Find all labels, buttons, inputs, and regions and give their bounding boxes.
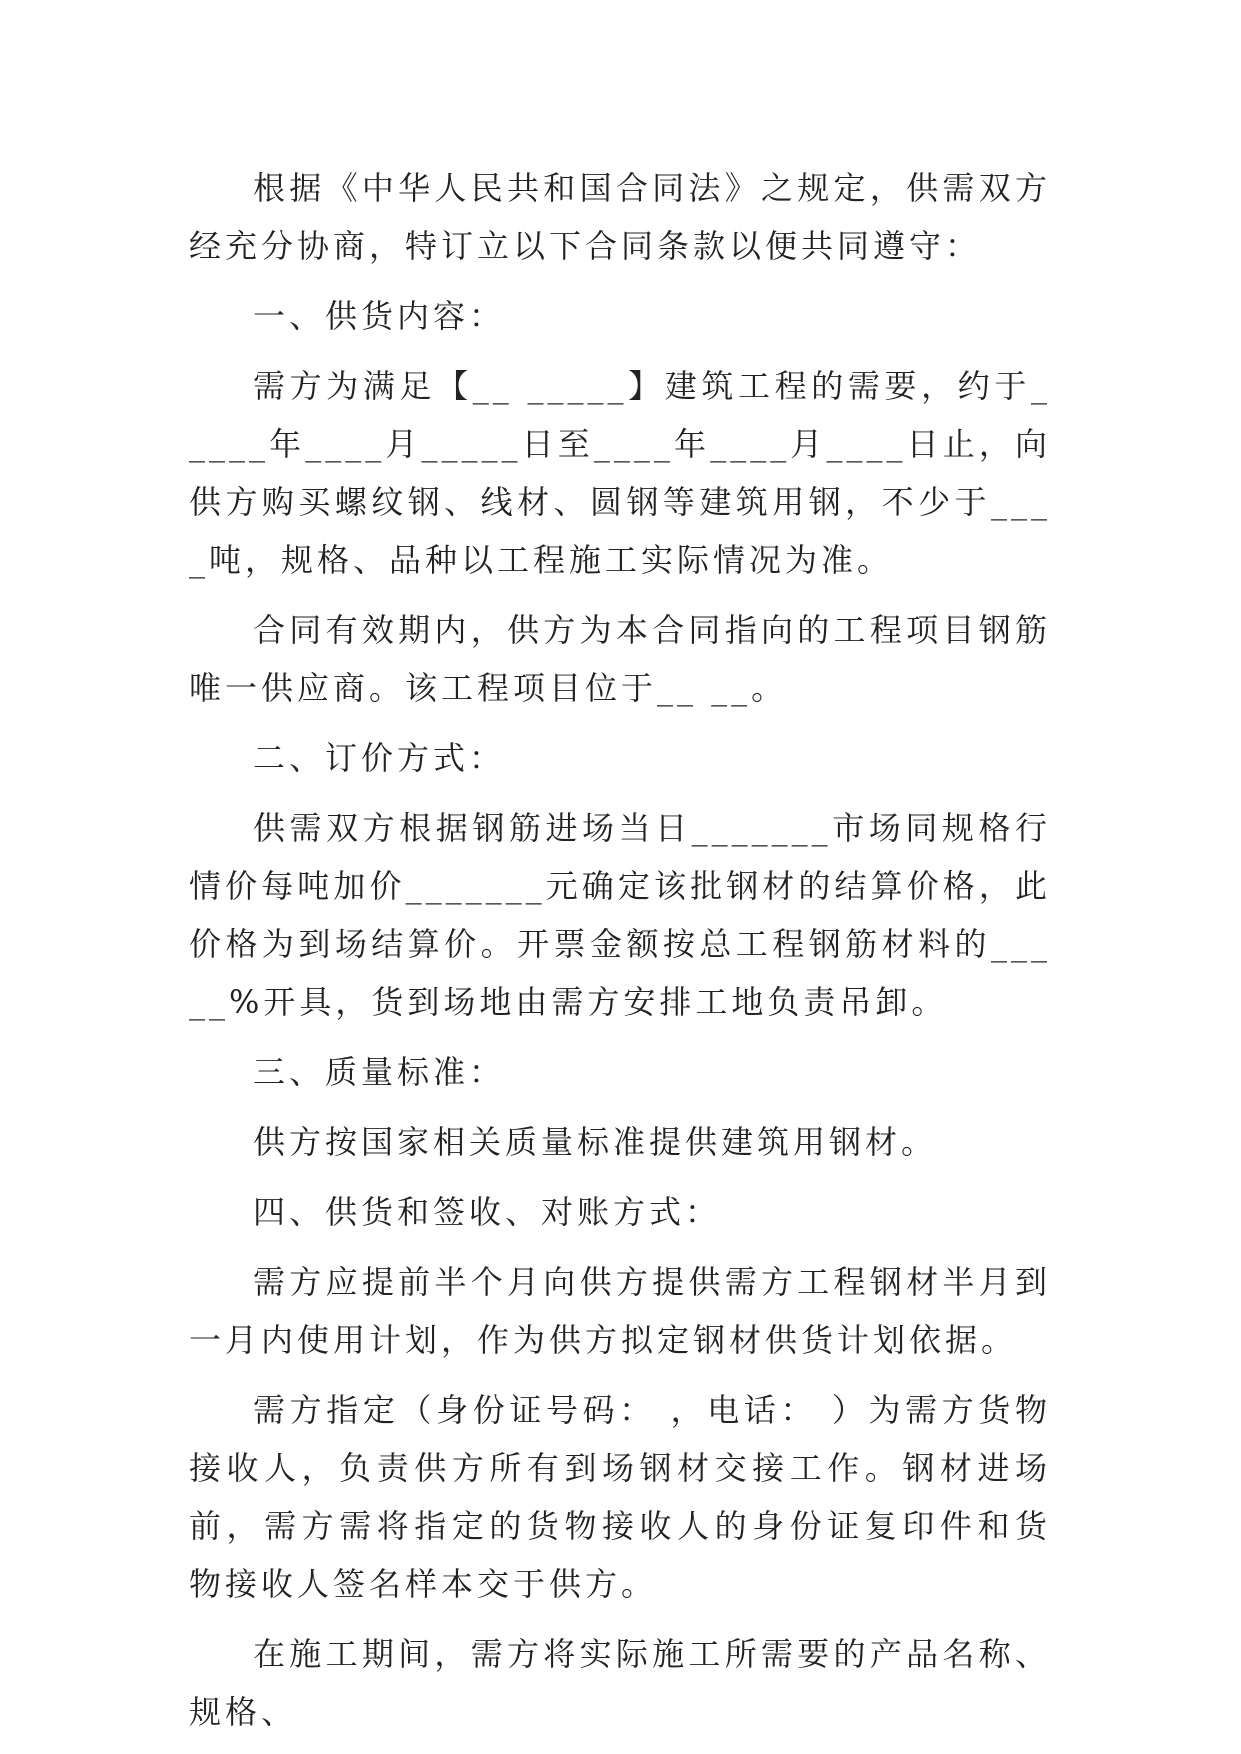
paragraph-pricing-terms: 供需双方根据钢筋进场当日_______市场同规格行情价每吨加价_______元确定该批钢材的结算价格，此价格为到场结算价。开票金额按总工程钢筋材料的_____%开具，货到场地由需方安排工地负责吊卸。 [189,809,1051,1021]
paragraph-quality-terms: 供方按国家相关质量标准提供建筑用钢材。 [253,1123,938,1161]
paragraph-designated-receiver: 需方指定（身份证号码： ，电话： ）为需方货物接收人，负责供方所有到场钢材交接工作。钢材进场前，需方需将指定的货物接收人的身份证复印件和货物接收人签名样本交于供方。 [189,1391,1051,1603]
contract-page-body [189,159,1051,1753]
paragraph-construction-period: 在施工期间，需方将实际施工所需要的产品名称、规格、 [189,1635,1051,1731]
section-heading-quality: 三、质量标准： [253,1053,506,1091]
section-heading-pricing: 二、订价方式： [253,739,506,777]
paragraph-delivery-plan: 需方应提前半个月向供方提供需方工程钢材半月到一月内使用计划，作为供方拟定钢材供货计划依据。 [189,1263,1051,1359]
paragraph-preamble: 根据《中华人民共和国合同法》之规定，供需双方经充分协商，特订立以下合同条款以便共同遵守： [189,169,1051,265]
paragraph-sole-supplier: 合同有效期内，供方为本合同指向的工程项目钢筋唯一供应商。该工程项目位于__ __。 [189,611,1051,707]
section-heading-supply-content: 一、供货内容： [253,297,506,335]
section-heading-delivery: 四、供货和签收、对账方式： [253,1193,722,1231]
paragraph-supply-terms: 需方为满足【__ _____】建筑工程的需要，约于_____年____月_____日至____年____月____日止，向供方购买螺纹钢、线材、圆钢等建筑用钢，不少于____吨，规格、品种以工程施工实际情况为准。 [189,367,1051,579]
